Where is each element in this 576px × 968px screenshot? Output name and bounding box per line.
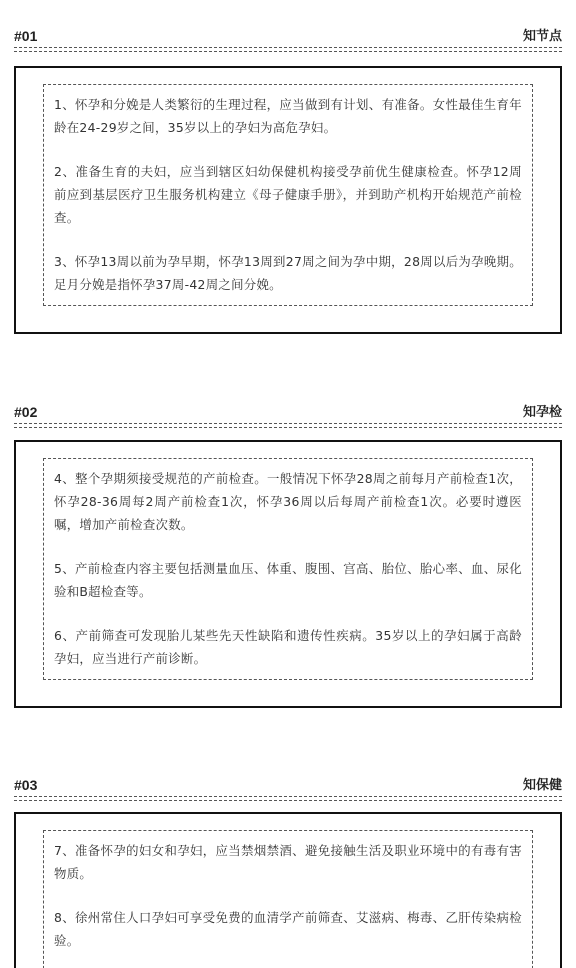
paragraph-8: 8、徐州常住人口孕妇可享受免费的血清学产前筛查、艾滋病、梅毒、乙肝传染病检验。 (54, 910, 522, 948)
paragraph-3: 3、怀孕13周以前为孕早期，怀孕13周到27周之间为孕中期，28周以后为孕晚期。足月分娩是指怀孕37周-42周之间分娩。 (54, 254, 522, 292)
section-title: 知节点 (522, 29, 562, 44)
content-inner-03 (43, 830, 533, 968)
paragraph-1: 1、怀孕和分娩是人类繁衍的生理过程，应当做到有计划、有准备。女性最佳生育年龄在24-29岁之间，35岁以上的孕妇为高危孕妇。 (54, 97, 522, 135)
section-header-01 (14, 26, 562, 48)
content-box-02 (14, 440, 562, 708)
paragraph-5: 5、产前检查内容主要包括测量血压、体重、腹围、宫高、胎位、胎心率、血、尿化验和B超检查等。 (54, 561, 522, 599)
paragraph-2: 2、准备生育的夫妇，应当到辖区妇幼保健机构接受孕前优生健康检查。怀孕12周前应到基层医疗卫生服务机构建立《母子健康手册》，并到助产机构开始规范产前检查。 (54, 164, 522, 225)
content-inner-02 (43, 458, 533, 680)
section-header-02 (14, 402, 562, 424)
paragraph-6: 6、产前筛查可发现胎儿某些先天性缺陷和遗传性疾病。35岁以上的孕妇属于高龄孕妇，应当进行产前诊断。 (54, 628, 522, 666)
section-title: 知保健 (522, 778, 562, 793)
section-number: #02 (14, 404, 38, 420)
content-box-03 (14, 812, 562, 968)
section-title: 知孕检 (522, 405, 562, 420)
content-box-01 (14, 66, 562, 334)
section-number: #03 (14, 777, 38, 793)
paragraph-7: 7、准备怀孕的妇女和孕妇，应当禁烟禁酒、避免接触生活及职业环境中的有毒有害物质。 (54, 843, 522, 881)
content-inner-01 (43, 84, 533, 306)
section-header-03 (14, 775, 562, 797)
paragraph-4: 4、整个孕期须接受规范的产前检查。一般情况下怀孕28周之前每月产前检查1次，怀孕28-36周每2周产前检查1次，怀孕36周以后每周产前检查1次。必要时遵医嘱，增加产前检查次数。 (54, 471, 522, 532)
section-number: #01 (14, 28, 38, 44)
